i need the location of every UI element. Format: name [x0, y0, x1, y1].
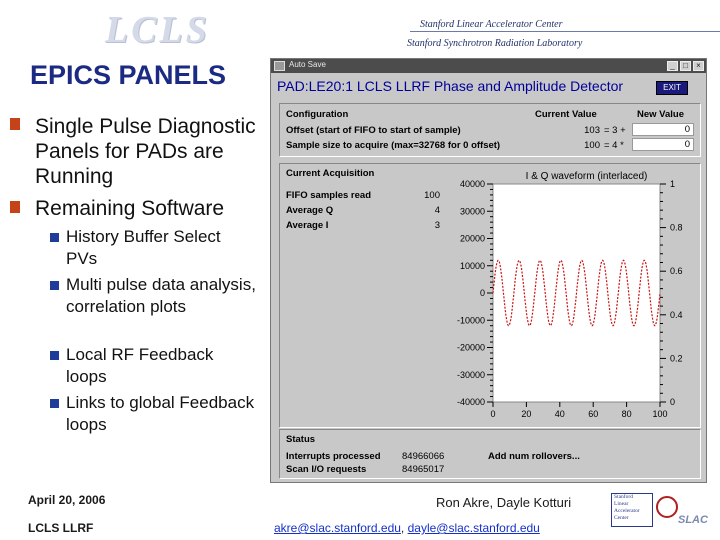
header-rule — [410, 31, 720, 32]
y-right-tick-label: 0.6 — [670, 266, 683, 277]
configuration-header: Configuration — [286, 109, 349, 120]
acquisition-panel — [279, 163, 701, 428]
add-rollovers-button[interactable]: Add num rollovers... — [488, 451, 580, 462]
interrupts-value: 84966066 — [402, 451, 445, 462]
bullet-text: Remaining Software — [35, 197, 225, 220]
x-tick-label: 100 — [652, 409, 668, 419]
current-value-header: Current Value — [535, 109, 597, 120]
y-right-tick-label: 0.4 — [670, 309, 683, 320]
pad-panel-window — [270, 58, 707, 483]
scan-io-label: Scan I/O requests — [286, 464, 367, 475]
sub-bullet-text: History Buffer Select PVs — [66, 227, 221, 268]
footer-project: LCLS LLRF — [28, 521, 94, 535]
y-left-tick-label: 20000 — [459, 233, 485, 244]
bullet-marker — [10, 201, 20, 213]
waveform-chart — [280, 164, 700, 427]
x-tick-label: 40 — [554, 409, 565, 419]
seal-line: Stanford — [614, 494, 633, 500]
y-left-tick-label: -30000 — [456, 369, 485, 380]
y-left-tick-label: -20000 — [456, 342, 485, 353]
y-left-tick-label: 30000 — [459, 206, 485, 217]
y-left-tick-label: 40000 — [459, 179, 485, 189]
email-separator: , — [400, 521, 408, 535]
window-menu-icon[interactable] — [274, 61, 285, 71]
sub-bullet-marker — [50, 281, 59, 290]
slac-seal-logo — [611, 493, 653, 527]
fifo-samples-value: 100 — [424, 190, 440, 201]
y-right-tick-label: 0 — [670, 397, 676, 407]
slac-wordmark: SLAC — [678, 514, 708, 526]
average-i-value: 3 — [434, 220, 440, 231]
window-titlebar[interactable] — [271, 59, 706, 73]
y-left-tick-label: -40000 — [456, 397, 485, 407]
y-left-tick-label: -10000 — [456, 315, 485, 326]
bullet-text: Single Pulse Diagnostic Panels for PADs are Running — [35, 115, 256, 188]
scan-io-value: 84965017 — [402, 464, 445, 475]
offset-current-value: 103 — [584, 125, 600, 136]
sub-bullet-text: Multi pulse data analysis, correlation plots — [66, 275, 256, 316]
fifo-samples-label: FIFO samples read — [286, 190, 372, 201]
sub-bullet-text: Local RF Feedback loops — [66, 345, 214, 386]
status-panel — [279, 429, 701, 479]
lcls-logo: LCLS — [105, 9, 210, 51]
seal-line: Accelerator — [614, 508, 640, 514]
exit-button[interactable]: EXIT — [656, 81, 688, 95]
lab-name-ssrl: Stanford Synchrotron Radiation Laboratory — [407, 38, 583, 49]
seal-line: Center — [614, 515, 629, 521]
average-q-label: Average Q — [286, 205, 334, 216]
close-icon[interactable]: × — [693, 61, 704, 71]
email-link-kotturi[interactable]: dayle@slac.stanford.edu — [407, 521, 540, 535]
configuration-panel — [279, 103, 701, 157]
y-left-tick-label: 0 — [479, 288, 485, 298]
lab-name-slac: Stanford Linear Accelerator Center — [420, 19, 563, 30]
minimize-icon[interactable]: _ — [667, 61, 678, 71]
sample-size-label: Sample size to acquire (max=32768 for 0 offset) — [286, 140, 501, 151]
sub-bullet-marker — [50, 351, 59, 360]
window-title-label: Auto Save — [289, 60, 326, 69]
panel-title: PAD:LE20:1 LCLS LLRF Phase and Amplitude Detector — [277, 78, 624, 94]
footer-authors: Ron Akre, Dayle Kotturi — [436, 495, 572, 510]
slide-title: EPICS PANELS — [30, 60, 227, 90]
interrupts-label: Interrupts processed — [286, 451, 381, 462]
y-right-tick-label: 0.2 — [670, 353, 683, 364]
x-tick-label: 0 — [490, 409, 496, 419]
average-i-label: Average I — [286, 220, 329, 231]
x-tick-label: 20 — [521, 409, 532, 419]
x-tick-label: 60 — [588, 409, 599, 419]
footer-date: April 20, 2006 — [28, 493, 106, 507]
offset-new-value-input[interactable]: 0 — [632, 123, 694, 136]
y-right-tick-label: 0.8 — [670, 222, 683, 233]
seal-line: Linear — [614, 501, 629, 507]
offset-label: Offset (start of FIFO to start of sample) — [286, 125, 461, 136]
offset-stepper[interactable]: = 3 + — [604, 125, 626, 136]
sub-bullet-marker — [50, 399, 59, 408]
seal-ring-icon — [656, 496, 678, 518]
status-header: Status — [286, 434, 316, 445]
footer-emails — [274, 521, 540, 535]
y-left-tick-label: 10000 — [459, 260, 485, 271]
bullet-marker — [10, 118, 20, 130]
acquisition-header: Current Acquisition — [286, 168, 375, 179]
maximize-icon[interactable]: □ — [680, 61, 691, 71]
y-right-tick-label: 1 — [670, 179, 676, 189]
sample-size-stepper[interactable]: = 4 * — [604, 140, 624, 151]
chart-title: I & Q waveform (interlaced) — [525, 171, 648, 182]
sample-size-current-value: 100 — [584, 140, 600, 151]
email-link-akre[interactable]: akre@slac.stanford.edu — [274, 521, 401, 535]
x-tick-label: 80 — [621, 409, 632, 419]
sample-size-new-value-input[interactable]: 0 — [632, 138, 694, 151]
new-value-header: New Value — [637, 109, 684, 120]
sub-bullet-text: Links to global Feedback loops — [66, 393, 255, 434]
average-q-value: 4 — [434, 205, 440, 216]
sub-bullet-marker — [50, 233, 59, 242]
